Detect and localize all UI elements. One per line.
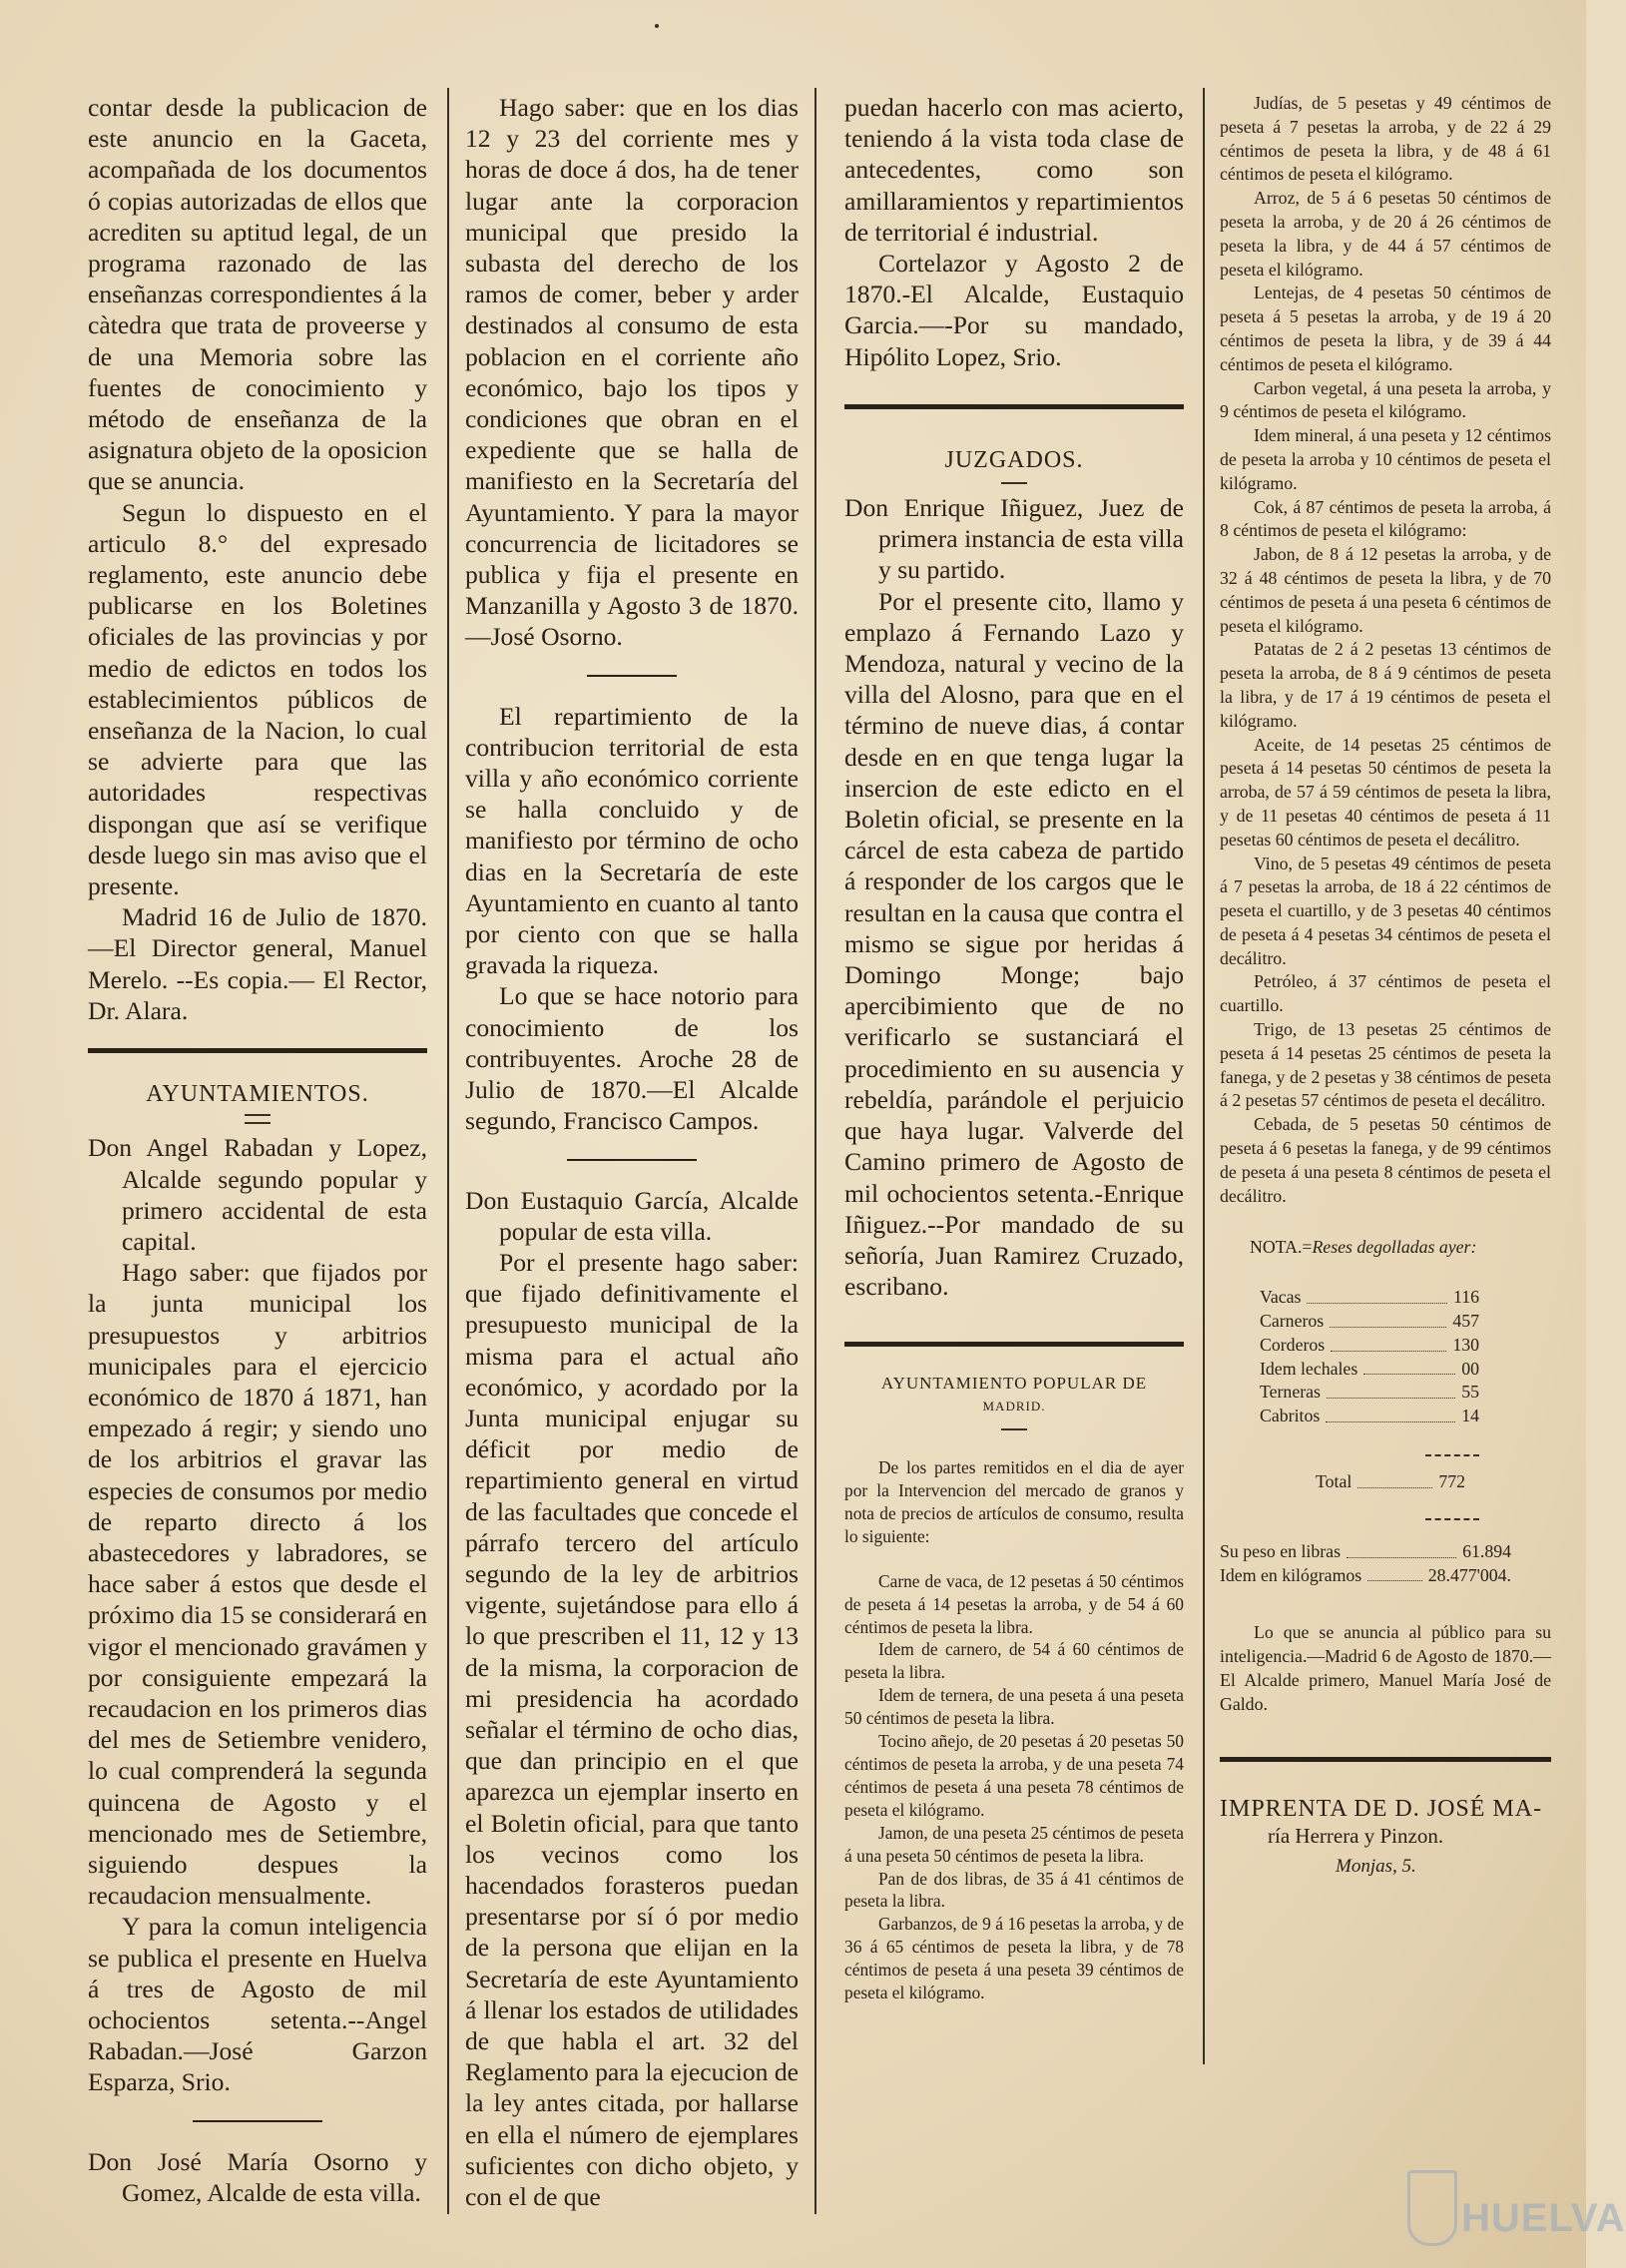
closing-paragraph: Lo que se anuncia al público para su inteligencia.—Madrid 6 de Agosto de 1870.—El Alcalde primero, Manuel María José de Galdo. xyxy=(1220,1622,1551,1714)
market-paragraph: Lentejas, de 4 pesetas 50 céntimos de peseta á 5 pesetas la arroba, y de 19 á 20 céntimos de peseta la libra, y de 39 á 44 céntimos de peseta el kilógramo. xyxy=(1220,283,1551,374)
reses-label: Cabritos xyxy=(1260,1406,1321,1426)
market-paragraph: De los partes remitidos en el dia de ayer por la Intervencion del mercado de granos y nota de precios de artículos de consumo, resulta lo siguiente: xyxy=(844,1457,1184,1546)
heading-ornament xyxy=(245,1114,271,1124)
section-rule xyxy=(1220,1757,1551,1762)
imprenta-line-1: IMPRENTA DE D. JOSÉ MA- xyxy=(1220,1795,1543,1822)
total-rule xyxy=(1425,1454,1479,1456)
section-subheading-madrid: MADRID. xyxy=(982,1399,1046,1415)
imprenta-line-2: ría Herrera y Pinzon. xyxy=(1268,1824,1444,1849)
notice-intro: Don Enrique Iñiguez, Juez de primera instancia de esta villa y su partido. xyxy=(844,493,1184,585)
reses-label: Carneros xyxy=(1260,1311,1325,1332)
section-heading-juzgados: JUZGADOS. xyxy=(944,446,1084,473)
column-rule xyxy=(1203,88,1205,2064)
market-paragraph: Garbanzos, de 9 á 16 pesetas la arroba, y de 36 á 65 céntimos de peseta la libra, y de 78 céntimos de peseta á una peseta 39 céntimos de peseta el kilógramo. xyxy=(844,1914,1184,2003)
notice-paragraph: puedan hacerlo con mas acierto, teniendo á la vista toda clase de antecedentes, como son amillaramientos y repartimientos de territorial é industrial. xyxy=(844,93,1184,247)
notice-paragraph: Por el presente hago saber: que fijado definitivamente el presupuesto municipal de la misma para el actual año económico, y acordado por la Junta municipal enjugar su déficit por medio de repartimiento general en virtud de las facultades que concede el párrafo tercero del artículo segundo de la ley de arbitrios vigente, sujetándose para ello á lo que prescriben el 11, 12 y 13 de la misma, la corporacion de mi presidencia ha acordado señalar el término de ocho dias, que dan principio en el que aparezca un ejemplar inserto en el Boletin oficial, para que tanto los vecinos como los hacendados forasteros puedan presentarse por sí ó por medio de la persona que elijan en la Secretaría de este Ayuntamiento á llenar los estados de utilidades de que habla el art. 32 del Reglamento para la ejecucion de la ley antes citada, por hallarse en ella el número de ejemplares suficientes con dicho objeto, y con el de que xyxy=(465,1247,799,2211)
heading-ornament xyxy=(1001,482,1027,484)
market-paragraph: Petróleo, á 37 céntimos de peseta el cuartillo. xyxy=(1220,971,1551,1016)
total-rule xyxy=(1425,1518,1479,1520)
reses-label: Vacas xyxy=(1260,1287,1302,1308)
section-rule xyxy=(844,1342,1184,1347)
peso-libras-value: 61.894 xyxy=(1462,1540,1511,1561)
watermark-text: HUELVA xyxy=(1461,2196,1626,2240)
market-paragraph: Idem mineral, á una peseta y 12 céntimos de peseta la arroba y 10 céntimos de peseta el kilógramo. xyxy=(1220,425,1551,493)
separator-rule xyxy=(587,675,677,677)
market-paragraph: Arroz, de 5 á 6 pesetas 50 céntimos de peseta la arroba, y de 20 á 26 céntimos de peseta la libra, y de 44 á 57 céntimos de peseta el kilógramo. xyxy=(1220,188,1551,280)
reses-row xyxy=(1260,1405,1479,1428)
reses-row xyxy=(1260,1310,1479,1334)
separator-rule xyxy=(567,1159,697,1161)
market-paragraph: Jamon, de una peseta 25 céntimos de peseta á una peseta 50 céntimos de peseta la libra. xyxy=(844,1822,1184,1866)
market-paragraph: Judías, de 5 pesetas y 49 céntimos de peseta á 7 pesetas la arroba, y de 22 á 29 céntimos de peseta la libra, y de 48 á 61 céntimos de peseta el kilógramo. xyxy=(1220,93,1551,185)
reses-label: Corderos xyxy=(1260,1334,1326,1355)
archive-watermark xyxy=(1407,2164,1626,2254)
reses-value: 00 xyxy=(1461,1358,1479,1379)
column-2 xyxy=(465,92,799,2212)
reses-row xyxy=(1260,1334,1479,1358)
notice-intro: Don Eustaquio García, Alcalde popular de esta villa. xyxy=(465,1185,799,1246)
notice-paragraph: Por el presente cito, llamo y emplazo á Fernando Lazo y Mendoza, natural y vecino de la villa del Alosno, para que en el término de nueve dias, á contar desde en en que tenga lugar la insercion de este edicto en el Boletin oficial, se presente en la cárcel de esta cabeza de partido á responder de los cargos que le resultan en la causa que contra el mismo se sigue por heridas á Domingo Monge; bajo apercibimiento que de no verificarlo se sustanciará el procedimiento en su ausencia y rebeldía, parándole el perjuicio que haya lugar. Valverde del Camino primero de Agosto de mil ochocientos setenta.-Enrique Iñiguez.--Por mandado de su señoría, Juan Ramirez Cruzado, escribano. xyxy=(844,586,1184,1302)
notice-paragraph: Hago saber: que en los dias 12 y 23 del corriente mes y horas de doce á dos, ha de tener lugar ante la corporacion municipal que presido la subasta del derecho de los ramos de comer, beber y arder destinados al consumo de esta poblacion en el corriente año económico, bajo los tipos y condiciones que obran en el expediente que se halla de manifiesto en la Secretaría del Ayuntamiento. Y para la mayor concurrencia de licitadores se publica y fija el presente en Manzanilla y Agosto 3 de 1870.—José Osorno. xyxy=(465,93,799,652)
reses-table xyxy=(1220,1286,1551,1587)
nota-line: NOTA.=Reses degolladas ayer: xyxy=(1250,1237,1477,1258)
notice-intro: Don José María Osorno y Gomez, Alcalde de esta villa. xyxy=(88,2146,427,2207)
peso-libras-label: Su peso en libras xyxy=(1220,1540,1341,1561)
market-paragraph: Pan de dos libras, de 35 á 41 céntimos de peseta la libra. xyxy=(844,1868,1184,1912)
coat-of-arms-icon xyxy=(1407,2170,1457,2246)
market-paragraph: Vino, de 5 pesetas 49 céntimos de peseta á 7 pesetas la arroba, de 18 á 22 céntimos de peseta el cuartillo, y de 3 pesetas 40 céntimos de peseta á 4 pesetas 34 céntimos de peseta el decálitro. xyxy=(1220,852,1551,968)
separator-rule xyxy=(193,2120,322,2122)
reses-label: Terneras xyxy=(1260,1382,1321,1403)
total-row xyxy=(1316,1470,1465,1494)
market-paragraph: Carbon vegetal, á una peseta la arroba, y 9 céntimos de peseta el kilógramo. xyxy=(1220,377,1551,422)
reses-row xyxy=(1260,1381,1479,1405)
notice-paragraph: Segun lo dispuesto en el articulo 8.° del expresado reglamento, este anuncio debe publicarse en los Boletines oficiales de las provincias y por medio de edictos en todos los establecimientos públicos de enseñanza de la Nacion, lo cual se advierte para que las autoridades respectivas dispongan que así se verifique desde luego sin mas aviso que el presente. xyxy=(88,497,427,901)
market-paragraph: Idem de ternera, de una peseta á una peseta 50 céntimos de peseta la libra. xyxy=(844,1685,1184,1729)
reses-value: 130 xyxy=(1452,1334,1479,1355)
market-paragraph: Aceite, de 14 pesetas 25 céntimos de peseta á 14 pesetas 50 céntimos de peseta la arroba, de 57 á 59 céntimos de peseta la libra, y de 11 pesetas 40 céntimos de peseta á 11 pesetas 60 céntimos de peseta el decálitro. xyxy=(1220,734,1551,850)
column-rule xyxy=(814,88,816,2214)
nota-text: Reses degolladas ayer: xyxy=(1312,1237,1477,1258)
market-paragraph: Patatas de 2 á 2 pesetas 13 céntimos de peseta la arroba, de 8 á 9 céntimos de peseta la libra, y de 17 á 19 céntimos de peseta el kilógramo. xyxy=(1220,639,1551,731)
notice-signature: Y para la comun inteligencia se publica el presente en Huelva á tres de Agosto de mil ochocientos setenta.--Angel Rabadan.—José Garzon Esparza, Srio. xyxy=(88,1912,427,2097)
market-paragraph: Jabon, de 8 á 12 pesetas la arroba, y de 32 á 48 céntimos de peseta la libra, y de 70 céntimos de peseta á una peseta 6 céntimos de peseta el kilógramo. xyxy=(1220,544,1551,636)
notice-signature: Madrid 16 de Julio de 1870.—El Director general, Manuel Merelo. --Es copia.— El Rector, Dr. Alara. xyxy=(88,902,427,1025)
column-4 xyxy=(1220,92,1551,1879)
market-paragraph: Cebada, de 5 pesetas 50 céntimos de peseta á 6 pesetas la fanega, y de 99 céntimos de peseta á una peseta 8 céntimos de peseta el decálitro. xyxy=(1220,1114,1551,1206)
section-rule xyxy=(844,404,1184,409)
market-paragraph: Cok, á 87 céntimos de peseta la arroba, á 8 céntimos de peseta el kilógramo: xyxy=(1220,496,1551,541)
reses-value: 116 xyxy=(1452,1287,1479,1308)
total-value: 772 xyxy=(1438,1471,1465,1492)
section-heading-ayuntamientos: AYUNTAMIENTOS. xyxy=(146,1081,369,1108)
peso-row xyxy=(1220,1540,1511,1564)
notice-paragraph: Hago saber: que fijados por la junta municipal los presupuestos y arbitrios municipales para el ejercicio económico de 1870 á 1871, han empezado á regir; y siendo uno de los arbitrios el gravar las especies de consumos por medio de reparto directo á los abastecedores y labradores, se hace saber á estos que desde el próximo dia 15 se considerará en vigor el mencionado gravámen y por consiguiente empezará la recaudacion en los primeros dias del mes de Setiembre venidero, lo cual comprenderá la segunda quincena de Agosto y el mencionado mes de Setiembre, siguiendo despues la recaudacion mensualmente. xyxy=(88,1258,427,1911)
market-paragraph: Carne de vaca, de 12 pesetas á 50 céntimos de peseta á 14 pesetas la arroba, y de 54 á 60 céntimos de peseta la libra. xyxy=(844,1570,1184,1637)
section-heading-madrid: AYUNTAMIENTO POPULAR DE xyxy=(880,1374,1148,1394)
market-paragraph: Idem de carnero, de 54 á 60 céntimos de peseta la libra. xyxy=(844,1639,1184,1683)
reses-label: Idem lechales xyxy=(1260,1358,1358,1379)
column-3 xyxy=(844,92,1184,2004)
reses-row xyxy=(1260,1358,1479,1382)
notice-intro: Don Angel Rabadan y Lopez, Alcalde segundo popular y primero accidental de esta capital. xyxy=(88,1133,427,1256)
reses-value: 14 xyxy=(1461,1406,1479,1426)
market-paragraph: Trigo, de 13 pesetas 25 céntimos de peseta á 14 pesetas 25 céntimos de peseta la fanega, y de 2 pesetas y 38 céntimos de peseta á 2 pesetas 57 céntimos de peseta el decálitro. xyxy=(1220,1019,1551,1111)
reses-row xyxy=(1260,1286,1479,1310)
notice-paragraph: Lo que se hace notorio para conocimiento de los contribuyentes. Aroche 28 de Julio de 1870.—El Alcalde segundo, Francisco Campos. xyxy=(465,981,799,1136)
peso-kg-value: 28.477'004. xyxy=(1427,1564,1511,1585)
page-dot xyxy=(655,24,659,28)
reses-value: 55 xyxy=(1461,1382,1479,1403)
notice-paragraph: contar desde la publicacion de este anuncio en la Gaceta, acompañada de los documentos ó copias autorizadas de ellos que acrediten su aptitud legal, de un programa razonado de las enseñanzas correspondientes á la càtedra que trata de proveerse y de una Memoria sobre las fuentes de conocimiento y método de enseñanza de la asignatura objeto de la oposicion que se anuncia. xyxy=(88,93,427,496)
column-rule xyxy=(447,88,449,2214)
peso-row xyxy=(1220,1564,1511,1588)
column-1 xyxy=(88,92,427,2208)
section-rule xyxy=(88,1048,427,1053)
peso-kg-label: Idem en kilógramos xyxy=(1220,1564,1362,1585)
total-label: Total xyxy=(1316,1471,1353,1492)
heading-ornament xyxy=(1001,1428,1027,1430)
imprenta-line-3: Monjas, 5. xyxy=(1336,1856,1416,1878)
nota-label: NOTA. xyxy=(1250,1237,1303,1258)
market-paragraph: Tocino añejo, de 20 pesetas á 20 pesetas 50 céntimos de peseta la arroba, y de una peseta 74 céntimos de peseta á una peseta 78 céntimos de peseta el kilógramo. xyxy=(844,1731,1184,1820)
reses-value: 457 xyxy=(1452,1311,1479,1332)
notice-signature: Cortelazor y Agosto 2 de 1870.-El Alcalde, Eustaquio Garcia.—-Por su mandado, Hipólito Lopez, Srio. xyxy=(844,249,1184,371)
notice-paragraph: El repartimiento de la contribucion territorial de esta villa y año económico corriente se halla concluido y de manifiesto por término de ocho dias en la Secretaría de este Ayuntamiento en cuanto al tanto por ciento con que se halla gravada la riqueza. xyxy=(465,701,799,980)
